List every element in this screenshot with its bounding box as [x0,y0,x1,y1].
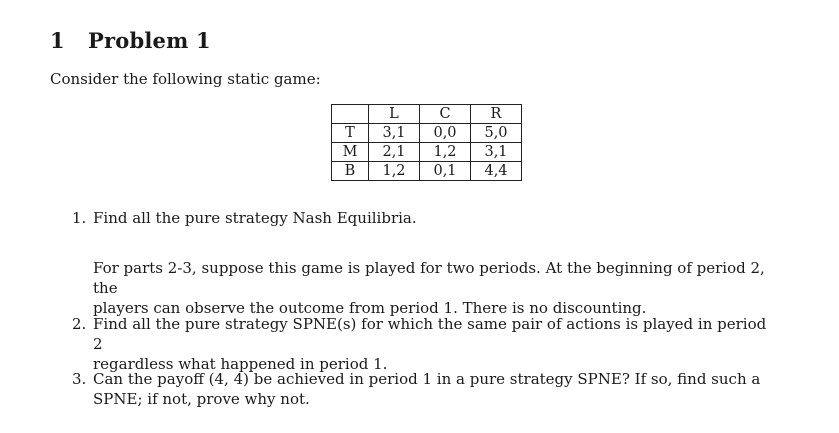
question-text [93,314,772,374]
question-line: regardless what happened in period 1. [93,355,388,373]
payoff-cell: 2,1 [369,143,420,162]
table-row [332,143,522,162]
question-text: Find all the pure strategy Nash Equilibria. [93,209,417,227]
question-text [93,369,772,409]
question-marker: 1. [72,209,87,227]
payoff-matrix [331,104,522,181]
section-heading [50,28,211,53]
question-2 [72,314,772,374]
instructions-note [93,258,773,318]
section-title: Problem 1 [88,28,211,53]
row-header-b: B [332,162,369,181]
column-header-c: C [420,105,471,124]
table-row [332,124,522,143]
row-header-t: T [332,124,369,143]
section-number: 1 [50,28,65,53]
intro-text: Consider the following static game: [50,70,321,88]
payoff-cell: 3,1 [369,124,420,143]
payoff-cell: 3,1 [471,143,522,162]
payoff-cell: 1,2 [420,143,471,162]
table-row [332,162,522,181]
payoff-cell: 1,2 [369,162,420,181]
question-line: Can the payoff (4, 4) be achieved in period 1 in a pure strategy SPNE? If so, find such a [93,370,761,388]
column-header-r: R [471,105,522,124]
note-line: players can observe the outcome from period 1. There is no discounting. [93,299,647,317]
question-3 [72,369,772,409]
question-line: SPNE; if not, prove why not. [93,390,310,408]
question-marker: 3. [72,370,87,388]
payoff-cell: 0,0 [420,124,471,143]
payoff-cell: 0,1 [420,162,471,181]
question-line: Find all the pure strategy SPNE(s) for which the same pair of actions is played in period 2 [93,315,767,353]
table-header-row [332,105,522,124]
question-marker: 2. [72,315,87,333]
question-1 [72,208,772,228]
note-line: For parts 2-3, suppose this game is played for two periods. At the beginning of period 2, the [93,259,765,297]
row-header-m: M [332,143,369,162]
payoff-cell: 5,0 [471,124,522,143]
payoff-cell: 4,4 [471,162,522,181]
table-corner-cell [332,105,369,124]
column-header-l: L [369,105,420,124]
